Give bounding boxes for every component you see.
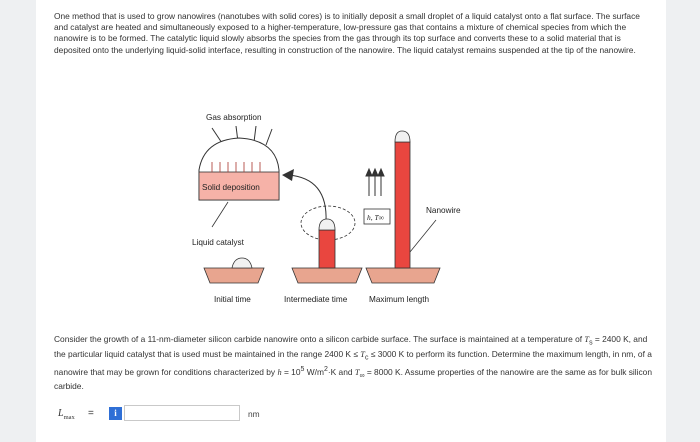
liquid-catalyst-label: Liquid catalyst xyxy=(192,238,244,247)
intro-paragraph: One method that is used to grow nanowires (nanotubes with solid cores) is to initially deposit a small droplet of a liquid catalyst onto a flat surface. The surface and catalyst are heated and simultaneously exposed to a higher-temperature, low-pressure gas that contains a mixture of chemical species from which the nanowire is to be formed. The catalytic liquid slowly absorbs the species from the gas through its top surface and converts these to a solid material that is deposited onto the underlying liquid-solid interface, resulting in construction of the nanowire. The liquid catalyst remains suspended at the tip of the nanowire. xyxy=(54,11,640,55)
tinf-symbol: T xyxy=(354,367,360,377)
gas-absorption-label: Gas absorption xyxy=(206,113,262,122)
nanowire-leader xyxy=(410,220,436,252)
unit-label: nm xyxy=(248,409,260,419)
question-card xyxy=(36,0,666,442)
maximum-catalyst xyxy=(395,131,410,142)
lmax-label xyxy=(58,408,75,421)
lmax-symbol: L xyxy=(58,408,64,419)
nanowire-label: Nanowire xyxy=(426,206,461,215)
tc-subscript: c xyxy=(364,354,369,362)
nanowire-growth-figure xyxy=(36,0,666,320)
lmax-answer-input[interactable] xyxy=(124,405,240,421)
lmax-subscript: max xyxy=(63,414,75,421)
intermediate-time-label: Intermediate time xyxy=(284,295,348,304)
exponent-2: 2 xyxy=(323,365,328,373)
initial-time-label: Initial time xyxy=(214,295,251,304)
intermediate-catalyst xyxy=(319,219,335,230)
exponent-5: 5 xyxy=(300,365,305,373)
ts-symbol: T xyxy=(584,335,590,344)
problem-text-7: = 8000 K. Assume properties of the nanowire are the same as for bulk silicon carbide. xyxy=(54,366,652,392)
tc-symbol: T xyxy=(360,349,365,359)
initial-droplet xyxy=(232,258,252,268)
answer-row xyxy=(54,404,454,426)
tinf-subscript: ∞ xyxy=(359,372,365,380)
flow-arrows xyxy=(366,169,384,196)
info-icon[interactable]: i xyxy=(109,407,122,420)
ground-initial xyxy=(204,268,264,283)
problem-text-4: = 10 xyxy=(281,366,301,377)
solid-deposition-label: Solid deposition xyxy=(202,183,260,192)
zoom-arrow xyxy=(288,175,326,222)
ts-subscript: s xyxy=(589,339,593,347)
intermediate-nanowire xyxy=(319,230,335,268)
ground-intermediate xyxy=(292,268,362,283)
equals-sign: = xyxy=(88,408,94,419)
maximum-length-label: Maximum length xyxy=(369,295,430,304)
h-tinf-label: h, T∞ xyxy=(367,213,385,222)
liquid-catalyst-leader xyxy=(212,202,228,227)
problem-statement xyxy=(54,334,652,393)
maximum-nanowire xyxy=(395,142,410,268)
problem-text-1: Consider the growth of a 11-nm-diameter silicon carbide nanowire onto a silicon carbide surface. The surface is maintained at a temperature of xyxy=(54,334,585,344)
zoom-arrow-head xyxy=(282,169,294,181)
ground-maximum xyxy=(366,268,440,283)
problem-text-2: = 2400 K, and the particular liquid catalyst that is used must be maintained in the range 2400 K ≤ xyxy=(54,334,648,359)
h-symbol: h xyxy=(277,367,282,377)
problem-text-6: ·K and xyxy=(327,366,355,377)
problem-text-3: ≤ 3000 K to perform its function. Determine the maximum length, in nm, of a nanowire that may be grown for conditions characterized by xyxy=(54,348,652,377)
problem-text-5: W/m xyxy=(304,366,324,377)
